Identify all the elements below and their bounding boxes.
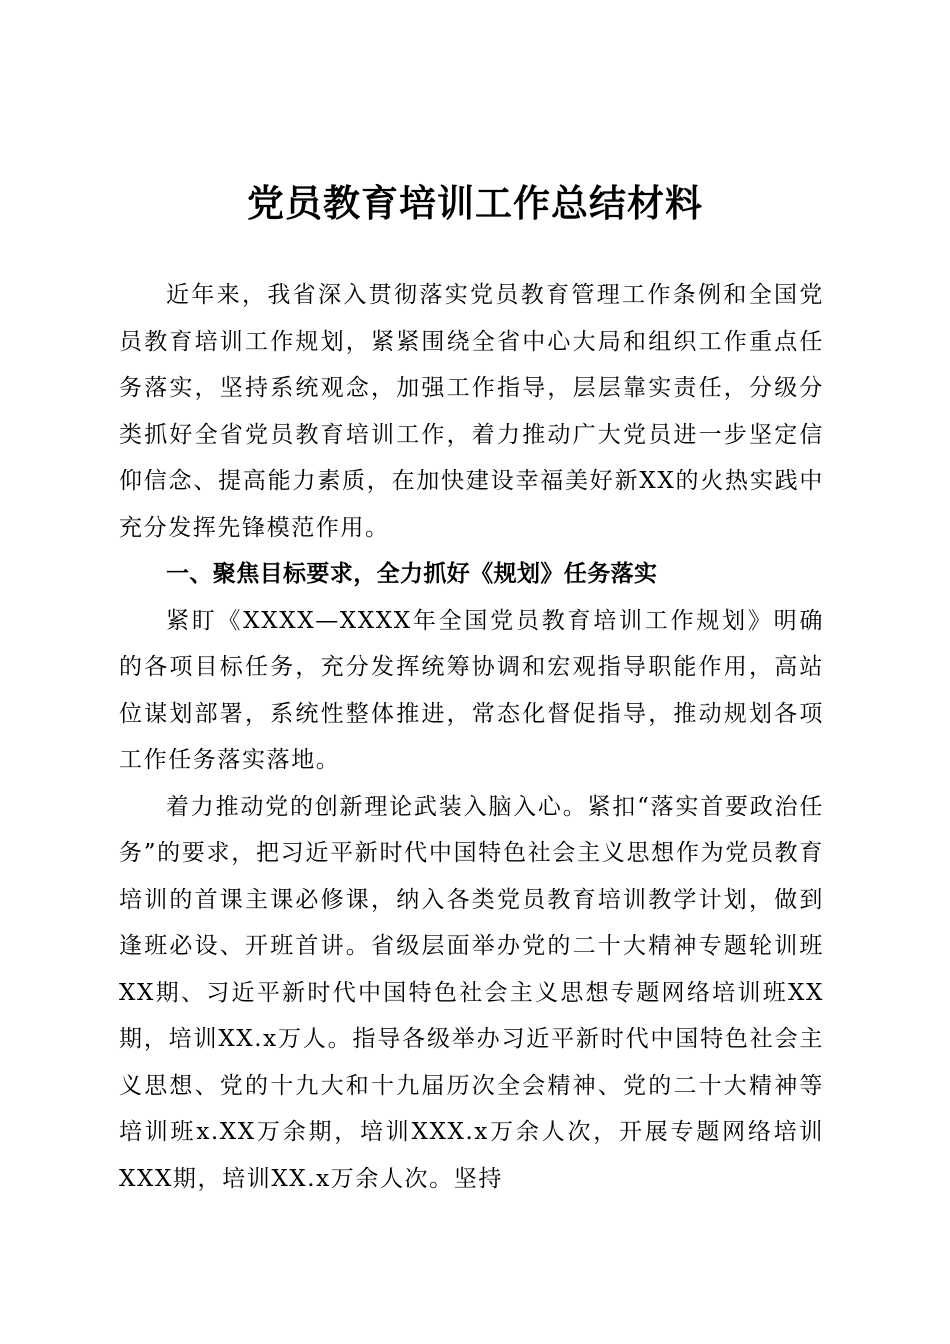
section-heading-1: 一、聚焦目标要求，全力抓好《规划》任务落实 bbox=[166, 561, 658, 587]
section-1-paragraph-1: 紧盯《XXXX—XXXX年全国党员教育培训工作规划》明确的各项目标任务，充分发挥统筹协调和宏观指导职能作用，高站位谋划部署，系统性整体推进，常态化督促指导，推动规划各项工作任务落实落地。 bbox=[119, 607, 824, 773]
section-1-paragraph-2: 着力推动党的创新理论武装入脑入心。紧扣“落实首要政治任务”的要求，把习近平新时代中国特色社会主义思想作为党员教育培训的首课主课必修课，纳入各类党员教育培训教学计划，做到逢班必设、开班首讲。省级层面举办党的二十大精神专题轮训班XX期、习近平新时代中国特色社会主义思想专题网络培训班XX期，培训XX.x万人。指导各级举办习近平新时代中国特色社会主义思想、党的十九大和十九届历次全会精神、党的二十大精神等培训班x.XX万余期，培训XXX.x万余人次，开展专题网络培训XXX期，培训XX.x万余人次。坚持 bbox=[119, 793, 824, 1192]
document-body bbox=[119, 272, 824, 1202]
document-title: 党员教育培训工作总结材料 bbox=[247, 181, 703, 225]
intro-paragraph: 近年来，我省深入贯彻落实党员教育管理工作条例和全国党员教育培训工作规划，紧紧围绕全省中心大局和组织工作重点任务落实，坚持系统观念，加强工作指导，层层靠实责任，分级分类抓好全省党员教育培训工作，着力推动广大党员进一步坚定信仰信念、提高能力素质，在加快建设幸福美好新XX的火热实践中充分发挥先锋模范作用。 bbox=[119, 282, 824, 541]
